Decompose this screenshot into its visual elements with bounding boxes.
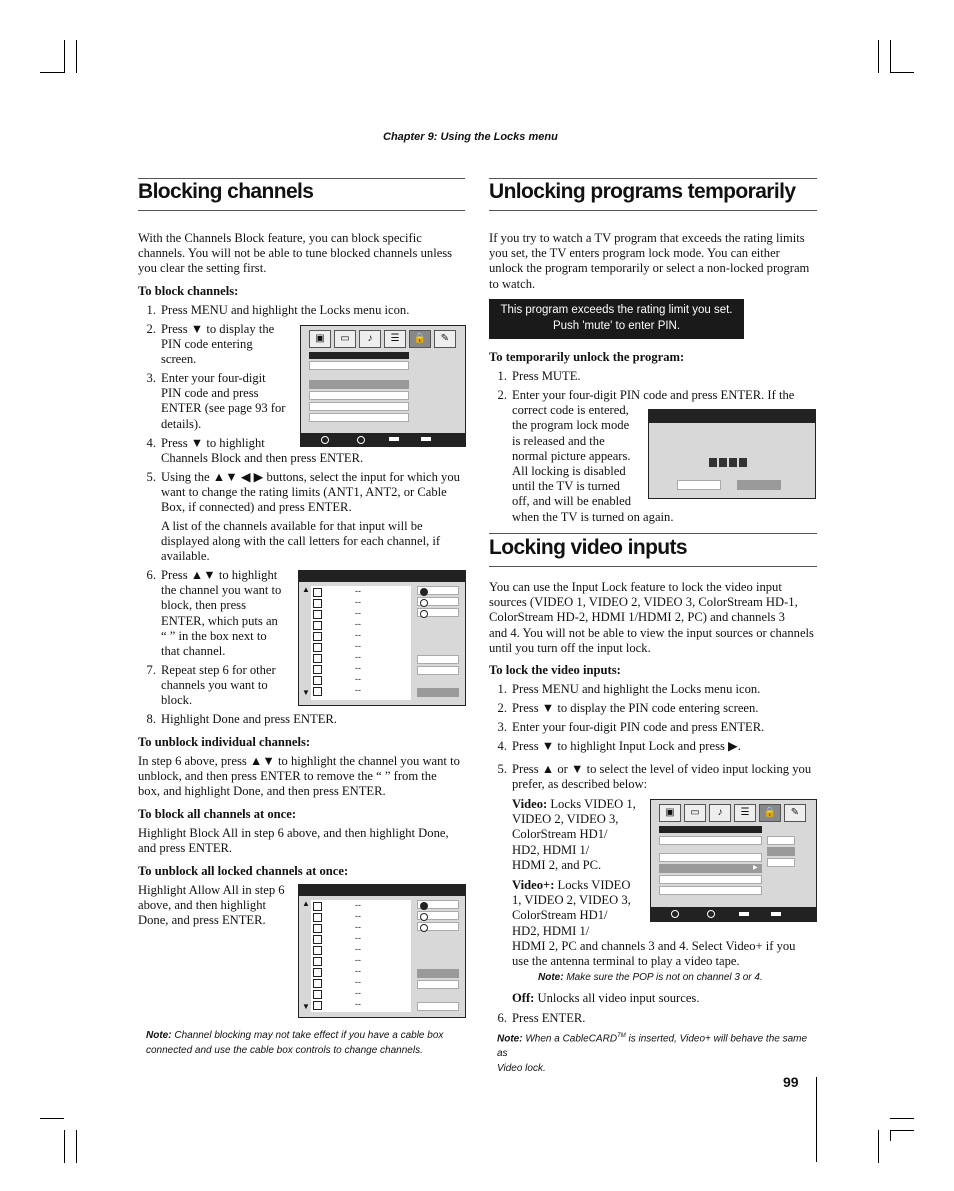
step-text: Press ENTER. [512, 1011, 586, 1025]
step-number: 1. [146, 303, 156, 317]
subheading: To lock the video inputs: [489, 663, 621, 677]
options-icon: ☰ [384, 330, 406, 348]
crop-mark [40, 1118, 64, 1119]
step-text: Press ▼ to display the PIN code entering screen. [512, 701, 759, 715]
step-text: Press MUTE. [512, 369, 581, 383]
lock-icon: 🔒 [759, 804, 781, 822]
step-text: Enter your four-digit PIN code and press ENTER. [512, 720, 765, 734]
crop-mark [890, 1130, 914, 1131]
off-option-description: Off: Unlocks all video input sources. [512, 991, 700, 1005]
subheading: To unblock all locked channels at once: [138, 864, 349, 878]
step-number: 6. [497, 1011, 507, 1025]
step-text: Press MENU and highlight the Locks menu icon. [512, 682, 761, 696]
channel-list-screenshot [298, 570, 466, 706]
video-option-description: Video: Locks VIDEO 1, VIDEO 2, VIDEO 3, ColorStream HD1/ HD2, HDMI 1/ HDMI 2, and PC. [512, 797, 636, 872]
step-number: 5. [497, 762, 507, 776]
picture-icon: ▣ [309, 330, 331, 348]
step-text: Enter your four-digit PIN code and press ENTER (see page 93 for details). [161, 371, 286, 431]
step-text: Press ▲▼ to highlight the channel you want to block, then press ENTER, which puts an “ ” in the box next to that channel. [161, 568, 282, 659]
step-text: Press ▼ to highlight Input Lock and press ▶. [512, 739, 741, 753]
crop-mark [64, 40, 65, 73]
step-text: A list of the channels available for that input will be displayed along with the call letters for each channel, if available. [161, 519, 441, 564]
paragraph: Highlight Block All in step 6 above, and then highlight Done, and press ENTER. [138, 826, 449, 856]
rule [489, 178, 817, 179]
step-number: 2. [497, 388, 507, 402]
audio-icon: ♪ [359, 330, 381, 348]
crop-mark [890, 1130, 891, 1141]
crop-mark [76, 40, 77, 73]
step-text: Repeat step 6 for other channels you want to block. [161, 663, 276, 708]
applications-icon: ✎ [434, 330, 456, 348]
crop-mark [64, 1130, 65, 1163]
subheading: To block all channels at once: [138, 807, 297, 821]
step-number: 5. [146, 470, 156, 484]
step-number: 4. [497, 739, 507, 753]
applications-icon: ✎ [784, 804, 806, 822]
pin-digits [709, 454, 747, 472]
intro-paragraph: You can use the Input Lock feature to lock the video input sources (VIDEO 1, VIDEO 2, VIDEO 3, ColorStream HD-1, ColorStream HD-2, HDMI 1/HDMI 2, PC) and channels 3 and 4. You will not be able to view the input sources or channels until you turn off the input lock. [489, 580, 814, 655]
subheading: To block channels: [138, 284, 239, 298]
step-number: 8. [146, 712, 156, 726]
rule [489, 533, 817, 534]
crop-mark [40, 72, 64, 73]
step-number: 2. [497, 701, 507, 715]
section-title-unlocking: Unlocking programs temporarily [489, 180, 796, 203]
step-number: 4. [146, 436, 156, 450]
page-number: 99 [783, 1074, 799, 1090]
chapter-header: Chapter 9: Using the Locks menu [383, 131, 558, 143]
step-text: Enter your four-digit PIN code and press ENTER. If the correct code is entered, the program lock mode is released and the normal picture appears. All locking is disabled until the TV is turned off, and will be enabled when the TV is turned on again. [512, 388, 795, 524]
step-number: 1. [497, 369, 507, 383]
crop-mark [890, 72, 914, 73]
lock-icon: 🔒 [409, 330, 431, 348]
subheading: To temporarily unlock the program: [489, 350, 685, 364]
locks-menu-screenshot [300, 325, 466, 447]
step-text: Using the ▲▼ ◀ ▶ buttons, select the input for which you want to change the rating limits (ANT1, ANT2, or Cable Box, if connected) and press ENTER. [161, 470, 460, 515]
rule [138, 178, 465, 179]
scroll-down-arrow: ▼ [302, 1002, 310, 1011]
subheading: To unblock individual channels: [138, 735, 311, 749]
channel-rows: -- -- -- -- -- -- -- -- -- -- [311, 900, 411, 1012]
input-lock-screenshot: ▣ ▭ ♪ ☰ 🔒 ✎ ▶ [650, 799, 817, 922]
audio-icon: ♪ [709, 804, 731, 822]
paragraph: In step 6 above, press ▲▼ to highlight the channel you want to unblock, and then press ENTER to remove the “ ” from the box, and highlight Done, and then press ENTER. [138, 754, 460, 799]
step-number: 3. [497, 720, 507, 734]
scroll-down-arrow: ▼ [302, 688, 310, 697]
rule [489, 210, 817, 211]
rule [489, 566, 817, 567]
picture-icon: ▣ [659, 804, 681, 822]
step-number: 6. [146, 568, 156, 582]
step-text: Press MENU and highlight the Locks menu icon. [161, 303, 410, 317]
crop-mark [890, 40, 891, 73]
crop-mark [76, 1130, 77, 1163]
channel-rows: -- -- -- -- -- -- -- -- -- -- [311, 586, 411, 700]
program-lock-banner: This program exceeds the rating limit you set. Push 'mute' to enter PIN. [489, 299, 744, 339]
videoplus-option-description: Video+: Locks VIDEO 1, VIDEO 2, VIDEO 3, ColorStream HD1/ HD2, HDMI 1/ HDMI 2, PC and channels 3 and 4. Select Video+ if you use the antenna terminal to play a video tape. [512, 878, 796, 969]
step-number: 3. [146, 371, 156, 385]
crop-mark [816, 1077, 817, 1162]
setup-icon: ▭ [334, 330, 356, 348]
rule [138, 210, 465, 211]
step-text: Highlight Done and press ENTER. [161, 712, 337, 726]
crop-mark [878, 40, 879, 73]
scroll-up-arrow: ▲ [302, 585, 310, 594]
step-text: Press ▼ to display the PIN code entering screen. [161, 322, 275, 367]
options-icon: ☰ [734, 804, 756, 822]
scroll-up-arrow: ▲ [302, 899, 310, 908]
step-number: 2. [146, 322, 156, 336]
intro-paragraph: If you try to watch a TV program that exceeds the rating limits you set, the TV enters program lock mode. You can either unlock the program temporarily or select a non-locked program to watch. [489, 231, 810, 291]
channel-list-screenshot [298, 884, 466, 1018]
note: Note: Make sure the POP is not on channel 3 or 4. [538, 972, 763, 983]
setup-icon: ▭ [684, 804, 706, 822]
step-text: Press ▲ or ▼ to select the level of video input locking you prefer, as described below: [512, 762, 812, 792]
section-title-locking-inputs: Locking video inputs [489, 536, 688, 559]
intro-paragraph: With the Channels Block feature, you can block specific channels. You will not be able to tune blocked channels unless you clear the setting first. [138, 231, 453, 276]
step-number: 7. [146, 663, 156, 677]
crop-mark [890, 1118, 914, 1119]
step-number: 1. [497, 682, 507, 696]
note: Note: When a CableCARD™ is inserted, Video+ will behave the same as Video lock. [497, 1033, 808, 1075]
section-title-blocking: Blocking channels [138, 180, 314, 203]
crop-mark [878, 1130, 879, 1163]
paragraph: Highlight Allow All in step 6 above, and then highlight Done, and press ENTER. [138, 883, 285, 928]
pin-entry-screenshot [648, 409, 816, 499]
note: Note: Channel blocking may not take effect if you have a cable box connected and use the cable box controls to change channels. [146, 1030, 444, 1056]
step-text: Press ▼ to highlight Channels Block and then press ENTER. [161, 436, 364, 466]
